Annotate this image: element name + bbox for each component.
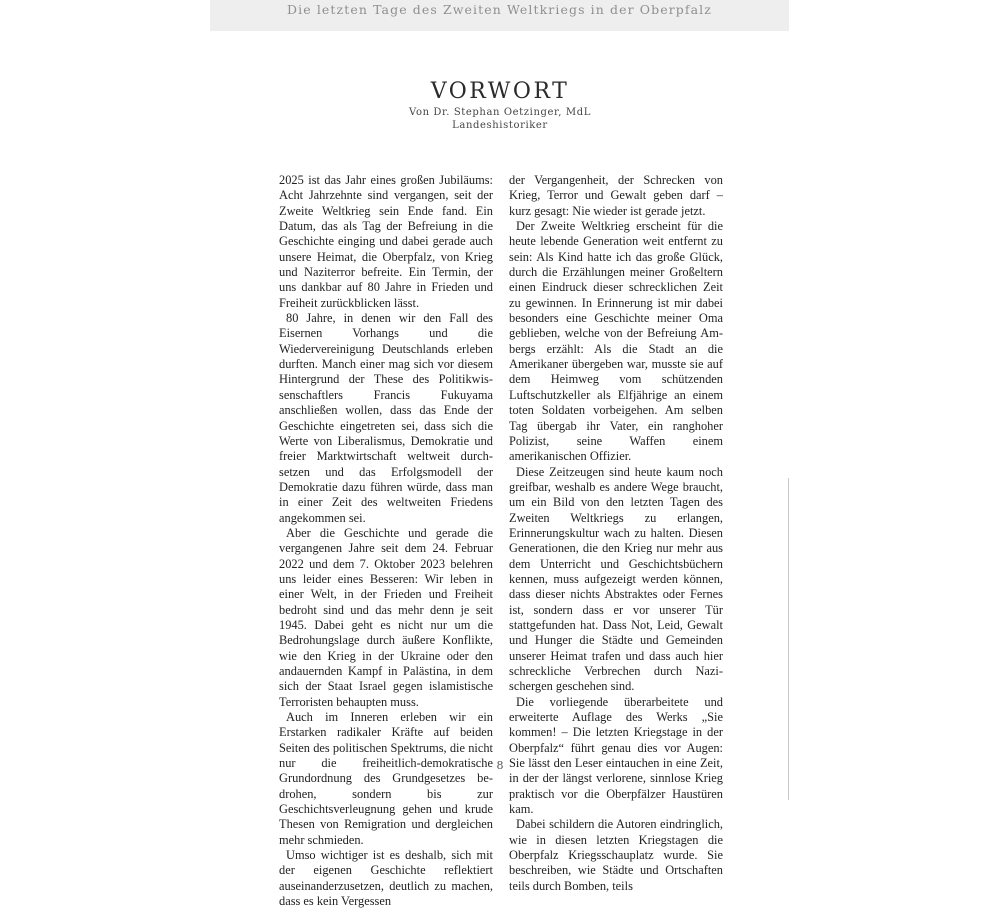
author-role: Landeshistoriker — [452, 120, 548, 131]
paragraph: 2025 ist das Jahr eines großen Jubiläums: Acht Jahrzehnte sind vergangen, seit der Zweite Weltkrieg sein Ende fand. Ein Datum, das als Tag der Befreiung in die Geschichte einging und dabei gerade auch unsere Heimat, die Oberpfalz, von Krieg und Naziterror befreite. Ein Termin, der uns dankbar auf 80 Jahre in Frieden und Freiheit zurückblicken lässt. — [279, 173, 493, 310]
paragraph: 80 Jahre, in denen wir den Fall des Eisernen Vorhangs und die Wiedervereinigung Deutschlands erleben durften. Manch einer mag sich vor diesem Hintergrund der These des Politikwissenschaftlers Francis Fukuyama anschließen wollen, dass das Ende der Geschichte eingetreten sei, dass sich die Werte von Liberalismus, Demokratie und freier Marktwirtschaft weltweit durchsetzen und das Erfolgsmodell der Demokratie dazu führen würde, dass man in einer Zeit des weltweiten Friedens angekommen sei. — [279, 311, 493, 525]
author-line: Von Dr. Stephan Oetzinger, MdL — [409, 107, 591, 118]
paragraph: Aber die Geschichte und gerade die vergangenen Jahre seit dem 24. Februar 2022 und dem 7. Oktober 2023 belehren uns leider eines Besseren: Wir leben in einer Welt, in der Frieden und Freiheit bedroht sind und das mehr denn je seit 1945. Dabei geht es nicht nur um die Bedrohungslage durch äußere Konflikte, wie den Krieg in der Ukraine oder den andauernden Kampf in Palästina, in dem sich der Staat Israel gegen islamistische Terroristen behaupten muss. — [279, 525, 493, 709]
paragraph: der Vergangenheit, der Schrecken von Krieg, Terror und Gewalt geben darf – kurz gesagt: Nie wieder ist gerade jetzt. — [509, 173, 723, 218]
page-number: 8 — [496, 759, 504, 772]
text-column-right — [509, 173, 723, 894]
paragraph: Der Zweite Weltkrieg erscheint für die heute lebende Generation weit entfernt zu sein: Als Kind hatte ich das große Glück, durch die Erzählungen meiner Großeltern einen Eindruck dieser schrecklichen Zeit zu gewinnen. In Erinnerung ist mir dabei besonders eine Geschichte meiner Oma geblieben, welche von der Befreiung Ambergs erzählt: Als die Stadt an die Amerikaner übergeben war, musste sie auf dem Heimweg vom schützenden Luftschutzkeller als Elfjährige an einem toten Soldaten vorbeigehen. Am selben Tag übergab ihr Vater, ein ranghoher Polizist, seine Waffen einem amerikanischen Offizier. — [509, 219, 723, 464]
paragraph: Die vorliegende überarbeitete und erweiterte Auflage des Werks „Sie kommen! – Die letzten Kriegstage in der Oberpfalz“ führt genau dies vor Augen: Sie lässt den Leser eintauchen in eine Zeit, in der der längst verlorene, sinnlose Krieg praktisch vor die Oberpfälzer Haustüren kam. — [509, 694, 723, 817]
paragraph: Umso wichtiger ist es deshalb, sich mit der eigenen Geschichte reflektiert auseinanderzusetzen, deutlich zu machen, dass es kein Vergessen — [279, 848, 493, 909]
page-edge-rule — [788, 478, 789, 800]
paragraph: Diese Zeitzeugen sind heute kaum noch greifbar, weshalb es andere Wege braucht, um ein Bild von den letzten Tagen des Zweiten Weltkriegs zu erlangen, Erinnerungskultur wach zu halten. Diesen Generationen, die den Krieg nur mehr aus dem Unterricht und Geschichtsbüchern kennen, muss aufgezeigt werden können, dass dieser nichts Abstraktes oder Fernes ist, sondern dass er vor unserer Tür stattgefunden hat. Dass Not, Leid, Gewalt und Hunger die Städte und Gemeinden unserer Heimat trafen und dass auch hier schreckliche Verbrechen durch Nazischergen geschehen sind. — [509, 464, 723, 694]
paragraph: Dabei schildern die Autoren eindringlich, wie in diesen letzten Kriegstagen die Oberpfalz Kriegsschauplatz wurde. Sie beschreiben, wie Städte und Ortschaften teils durch Bomben, teils — [509, 817, 723, 893]
running-head: Die letzten Tage des Zweiten Weltkriegs in der Oberpfalz — [287, 2, 712, 17]
page-title: VORWORT — [430, 79, 570, 104]
paragraph: Auch im Inneren erleben wir ein Erstarken radikaler Kräfte auf beiden Seiten des politischen Spektrums, die nicht nur die freiheitlich-demokratische Grundordnung des Grundgesetzes bedrohen, sondern bis zur Geschichtsverleugnung gehen und krude Thesen von Remigration und dergleichen mehr schmieden. — [279, 710, 493, 847]
text-column-left — [279, 173, 493, 910]
